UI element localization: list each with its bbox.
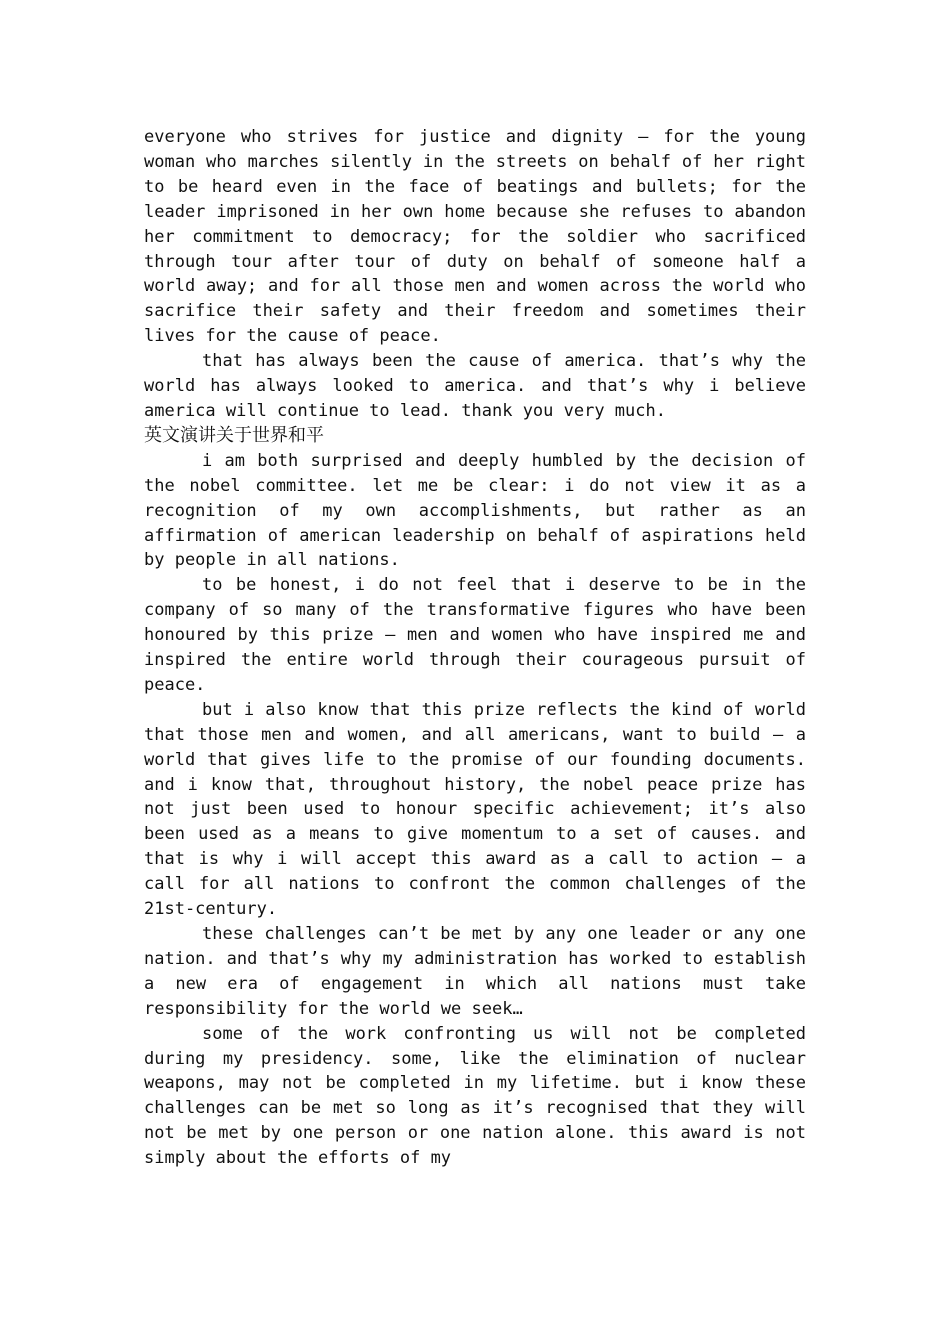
paragraph-challenges: these challenges can’t be met by any one leader or any one nation. and that’s why my administration has worked to establish a new era of engagement in which all nations must take responsibility for the world we seek… xyxy=(144,924,806,1019)
document-page xyxy=(144,125,806,1171)
paragraph-to-be-honest: to be honest, i do not feel that i deserve to be in the company of so many of the transformative figures who have been honoured by this prize – men and women who have inspired me and inspired the entire world through their courageous pursuit of peace. xyxy=(144,575,806,695)
paragraph-cause-of-america: that has always been the cause of america. that’s why the world has always looked to america. and that’s why i believe america will continue to lead. thank you very much. xyxy=(144,351,806,421)
section-heading: 英文演讲关于世界和平 xyxy=(144,424,324,446)
paragraph-prize-reflects: but i also know that this prize reflects the kind of world that those men and women, and all americans, want to build – a world that gives life to the promise of our founding documents. and i know that, throughout history, the nobel peace prize has not just been used to honour specific achievement; it’s also been used as a means to give momentum to a set of causes. and that is why i will accept this award as a call to action – a call for all nations to confront the common challenges of the 21st-century. xyxy=(144,699,806,920)
paragraph-surprised-humbled: i am both surprised and deeply humbled by the decision of the nobel committee. let me be clear: i do not view it as a recognition of my own accomplishments, but rather as an affirmation of american leadership on behalf of aspirations held by people in all nations. xyxy=(144,450,806,571)
paragraph-work-confronting: some of the work confronting us will not be completed during my presidency. some, like the elimination of nuclear weapons, may not be completed in my lifetime. but i know these challenges can be met so long as it’s recognised that they will not be met by one person or one nation alone. this award is not simply about the efforts of my xyxy=(144,1023,806,1169)
paragraph-justice-dignity: everyone who strives for justice and dignity – for the young woman who marches silently in the streets on behalf of her right to be heard even in the face of beatings and bullets; for the leader imprisoned in her own home because she refuses to abandon her commitment to democracy; for the soldier who sacrificed through tour after tour of duty on behalf of someone half a world away; and for all those men and women across the world who sacrifice their safety and their freedom and sometimes their lives for the cause of peace. xyxy=(144,127,806,347)
